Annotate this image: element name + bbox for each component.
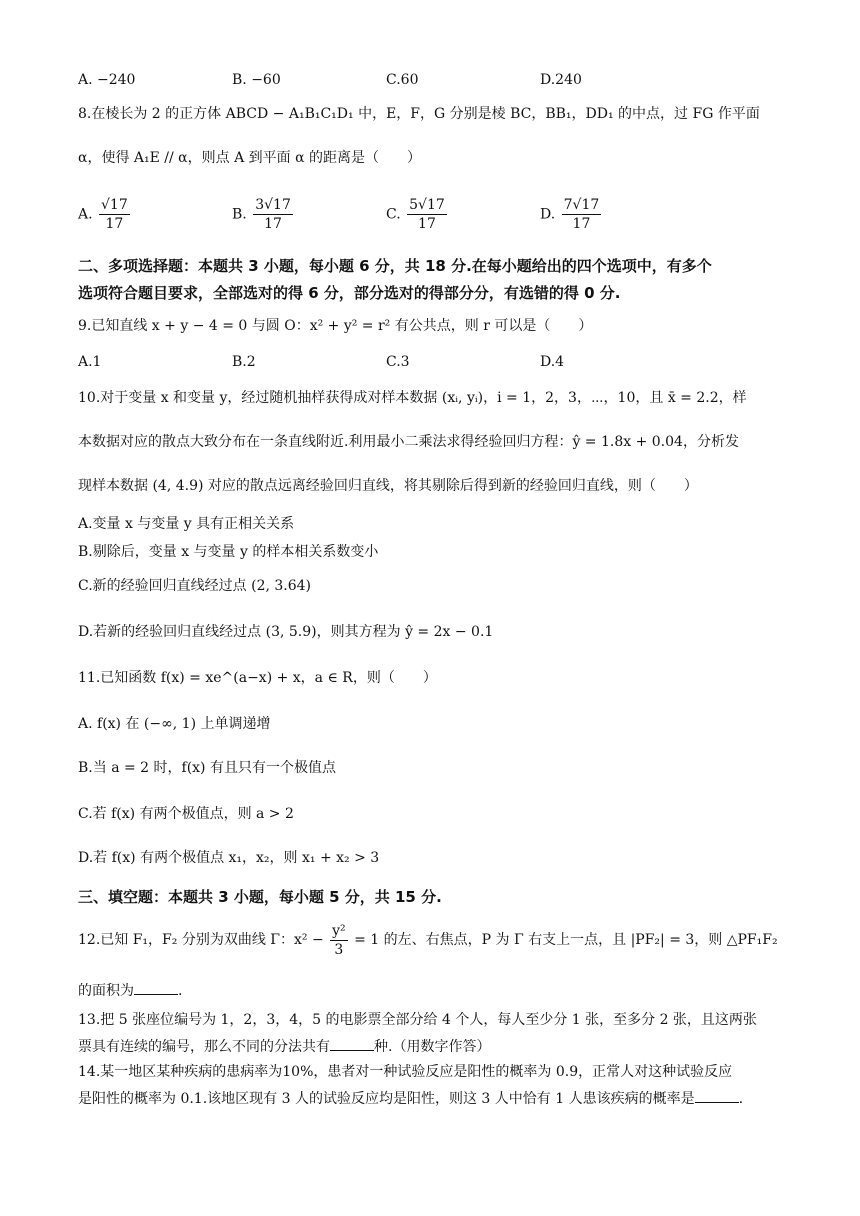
fraction-numerator: 7√17 bbox=[563, 197, 600, 213]
q8-option-b-label: B. bbox=[232, 206, 247, 223]
q13-stem-line2 bbox=[78, 1036, 490, 1057]
q13-stem-line1: 13.把 5 张座位编号为 1，2，3，4，5 的电影票全部分给 4 个人，每人至少分 1 张，至多分 2 张，且这两张 bbox=[78, 1012, 757, 1028]
fraction-denominator: 3 bbox=[334, 941, 344, 958]
q8-option-d bbox=[540, 196, 603, 233]
q10-option-b: B.剔除后，变量 x 与变量 y 的样本相关系数变小 bbox=[78, 544, 379, 560]
q8-stem-line2: α，使得 A₁E // α，则点 A 到平面 α 的距离是（ ） bbox=[78, 150, 421, 166]
q8-option-a-fraction bbox=[99, 196, 130, 233]
q7-option-a: A. −240 bbox=[78, 72, 136, 88]
q10-stem-line2: 本数据对应的散点大致分布在一条直线附近.利用最小二乘法求得经验回归方程：ŷ = 1.8x + 0.04，分析发 bbox=[78, 434, 739, 450]
q11-option-b: B.当 a = 2 时，f(x) 有且只有一个极值点 bbox=[78, 760, 336, 776]
q12-prefix: 12.已知 F₁，F₂ 分别为双曲线 Γ：x² − bbox=[78, 932, 324, 948]
q8-option-c-label: C. bbox=[386, 206, 401, 223]
q12-stem-line1 bbox=[78, 920, 778, 960]
q12-stem-line2 bbox=[78, 980, 182, 1001]
q9-option-b: B.2 bbox=[232, 354, 256, 370]
q13-answer-blank[interactable] bbox=[330, 1036, 374, 1051]
q7-option-b: B. −60 bbox=[232, 72, 281, 88]
q12-answer-blank[interactable] bbox=[134, 980, 178, 995]
q12-line2-end: . bbox=[178, 983, 183, 999]
q8-option-c-fraction bbox=[407, 196, 447, 233]
fraction-denominator: 17 bbox=[572, 216, 591, 232]
section3-heading: 三、填空题：本题共 3 小题，每小题 5 分，共 15 分. bbox=[78, 888, 442, 906]
q8-option-a-label: A. bbox=[78, 206, 93, 223]
section2-heading-line2: 选项符合题目要求，全部选对的得 6 分，部分选对的得部分分，有选错的得 0 分. bbox=[78, 284, 621, 302]
q7-option-d: D.240 bbox=[540, 72, 582, 88]
q8-stem-line1: 8.在棱长为 2 的正方体 ABCD − A₁B₁C₁D₁ 中，E，F，G 分别是棱 BC，BB₁，DD₁ 的中点，过 FG 作平面 bbox=[78, 106, 760, 122]
fraction-denominator: 17 bbox=[264, 216, 282, 232]
q14-line2-post: . bbox=[738, 1091, 744, 1107]
q8-option-a bbox=[78, 196, 132, 233]
fraction-denominator: 17 bbox=[418, 216, 436, 232]
q9-option-a: A.1 bbox=[78, 354, 102, 370]
q10-stem-line3: 现样本数据 (4, 4.9) 对应的散点远离经验回归直线，将其剔除后得到新的经验回归直线，则（ ） bbox=[78, 478, 698, 494]
q10-option-d: D.若新的经验回归直线经过点 (3, 5.9)，则其方程为 ŷ = 2x − 0.1 bbox=[78, 624, 494, 640]
q8-option-c bbox=[386, 196, 449, 233]
q11-stem: 11.已知函数 f(x) = xe^(a−x) + x，a ∈ R，则（ ） bbox=[78, 670, 437, 686]
q8-option-b-fraction bbox=[253, 196, 293, 233]
q14-line2-pre: 是阳性的概率为 0.1.该地区现有 3 人的试验反应均是阳性，则这 3 人中恰有 1 人患该疾病的概率是 bbox=[78, 1091, 695, 1107]
q10-option-c: C.新的经验回归直线经过点 (2, 3.64) bbox=[78, 578, 312, 594]
q11-option-a: A. f(x) 在 (−∞, 1) 上单调递增 bbox=[78, 716, 271, 732]
q13-line2-pre: 票具有连续的编号，那么不同的分法共有 bbox=[78, 1039, 330, 1055]
fraction-numerator: 5√17 bbox=[409, 197, 445, 213]
q10-option-a: A.变量 x 与变量 y 具有正相关关系 bbox=[78, 516, 295, 532]
q7-option-c: C.60 bbox=[386, 72, 419, 88]
q11-option-d: D.若 f(x) 有两个极值点 x₁，x₂，则 x₁ + x₂ > 3 bbox=[78, 850, 380, 866]
q10-stem-line1: 10.对于变量 x 和变量 y，经过随机抽样获得成对样本数据 (xᵢ, yᵢ)，i = 1，2，3，⋯，10，且 x̄ = 2.2，样 bbox=[78, 390, 747, 406]
fraction-numerator: √17 bbox=[101, 197, 128, 213]
q9-option-d: D.4 bbox=[540, 354, 565, 370]
fraction-numerator: 3√17 bbox=[255, 197, 291, 213]
q8-option-d-fraction bbox=[562, 196, 602, 233]
q14-stem-line1: 14.某一地区某种疾病的患病率为10%，患者对一种试验反应是阳性的概率为 0.9，正常人对这种试验反应 bbox=[78, 1064, 733, 1080]
q14-stem-line2 bbox=[78, 1088, 743, 1109]
q11-option-c: C.若 f(x) 有两个极值点，则 a > 2 bbox=[78, 806, 294, 822]
q8-option-d-label: D. bbox=[540, 206, 556, 223]
q12-fraction bbox=[330, 922, 348, 959]
fraction-numerator: y² bbox=[332, 922, 346, 939]
q14-answer-blank[interactable] bbox=[695, 1088, 739, 1103]
q9-stem: 9.已知直线 x + y − 4 = 0 与圆 O：x² + y² = r² 有公共点，则 r 可以是（ ） bbox=[78, 318, 593, 334]
q9-option-c: C.3 bbox=[386, 354, 410, 370]
section2-heading-line1: 二、多项选择题：本题共 3 小题，每小题 6 分，共 18 分.在每小题给出的四个选项中，有多个 bbox=[78, 257, 712, 275]
fraction-denominator: 17 bbox=[105, 216, 124, 232]
q12-line2-text: 的面积为 bbox=[78, 983, 134, 999]
q12-suffix: = 1 的左、右焦点，P 为 Γ 右支上一点，且 |PF₂| = 3，则 △PF₁F₂ bbox=[354, 932, 778, 948]
q8-option-b bbox=[232, 196, 295, 233]
q13-line2-post: 种.（用数字作答） bbox=[374, 1039, 491, 1055]
